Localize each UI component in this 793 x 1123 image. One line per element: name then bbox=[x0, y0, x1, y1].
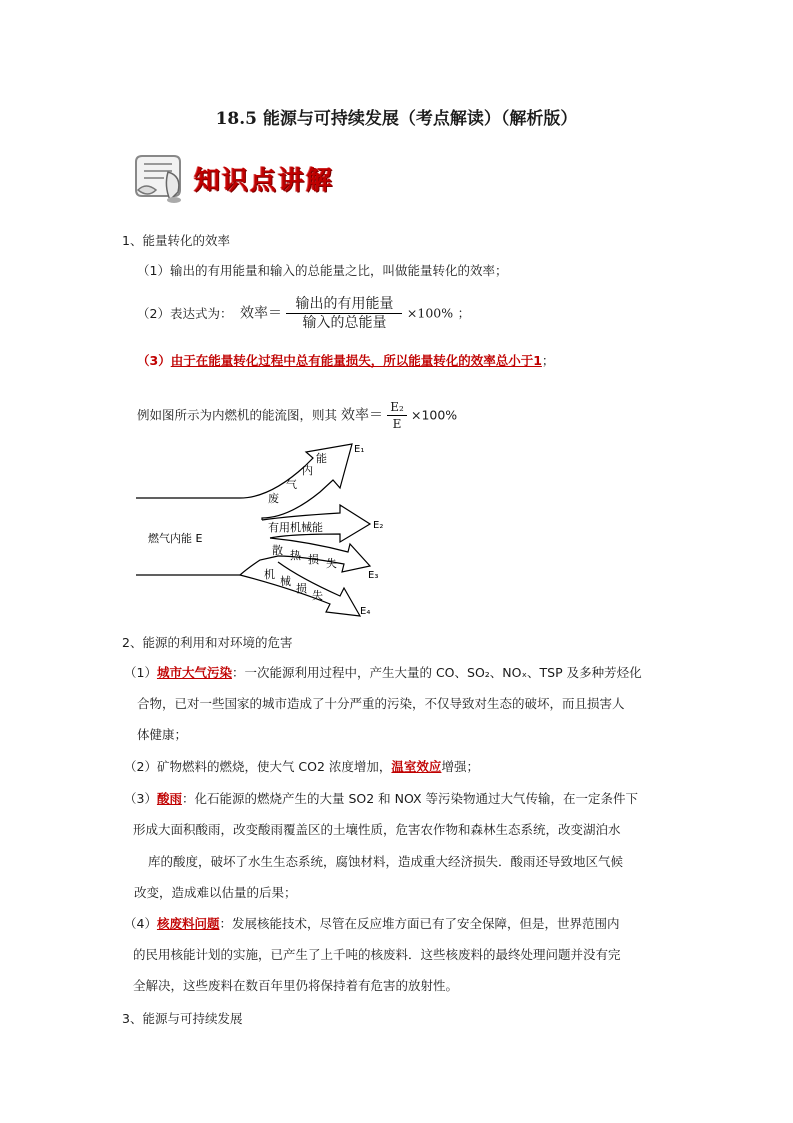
exhaust-char-4: 能 bbox=[316, 452, 327, 465]
formula-denominator: 输入的总能量 bbox=[302, 315, 387, 331]
example-numerator: E₂ bbox=[387, 399, 407, 416]
formula-numerator: 输出的有用能量 bbox=[286, 295, 402, 314]
e1-label: E₁ bbox=[354, 444, 365, 455]
urban-air-pollution-key: 城市大气污染 bbox=[156, 665, 232, 680]
example-denominator: E bbox=[392, 417, 402, 431]
efficiency-formula bbox=[240, 295, 470, 332]
item-3-end: ； bbox=[541, 353, 555, 368]
energy-flow-diagram bbox=[130, 438, 390, 620]
greenhouse-effect-key: 温室效应 bbox=[391, 759, 442, 774]
s1-item-3 bbox=[137, 352, 554, 370]
s2-item-3-number: （3） bbox=[124, 791, 157, 806]
s2-item-4-text: ：发展核能技术，尽管在反应堆方面已有了安全保障，但是，世界范围内 bbox=[219, 916, 620, 931]
mech-char-4: 失 bbox=[312, 589, 323, 602]
s2-item-3-text: ：化石能源的燃烧产生的大量 SO2 和 NOX 等污染物通过大气传输，在一定条件下 bbox=[181, 791, 639, 806]
item-3-number: （3） bbox=[137, 353, 171, 368]
input-energy-label: 燃气内能 E bbox=[148, 532, 203, 545]
nuclear-waste-key: 核废料问题 bbox=[156, 916, 220, 931]
s2-item-3-line-2: 形成大面积酸雨，改变酸雨覆盖区的土壤性质，危害农作物和森林生态系统，改变湖泊水 bbox=[133, 822, 621, 837]
formula-end: ； bbox=[457, 305, 471, 321]
page-title: 18.5 能源与可持续发展（考点解读）（解析版） bbox=[215, 109, 578, 129]
s2-item-4-number: （4） bbox=[124, 916, 157, 931]
s2-item-4-line-3: 全解决，这些废料在数百年里仍将保持着有危害的放射性。 bbox=[133, 978, 459, 993]
section-3-heading: 3、能源与可持续发展 bbox=[122, 1011, 243, 1026]
s2-item-3-line-4: 改变，造成难以估量的后果； bbox=[134, 885, 297, 900]
s2-item-2-post: 增强； bbox=[441, 759, 479, 774]
e4-label: E₄ bbox=[360, 606, 371, 617]
s2-item-1-line-2: 合物，已对一些国家的城市造成了十分严重的污染，不仅导致对生态的破坏，而且损害人 bbox=[137, 696, 625, 711]
heat-char-3: 损 bbox=[308, 553, 319, 566]
section-banner-text: 知识点讲解 bbox=[194, 166, 335, 196]
s2-item-1-line-1 bbox=[124, 664, 642, 682]
s2-item-4-line-1 bbox=[124, 915, 619, 933]
example-tail: ×100% bbox=[410, 407, 458, 423]
s1-item-2-prefix: （2）表达式为： bbox=[137, 306, 233, 321]
exhaust-char-1: 废 bbox=[268, 492, 279, 505]
s2-item-2-pre: （2）矿物燃料的燃烧，使大气 CO2 浓度增加， bbox=[124, 759, 392, 774]
e3-label: E₃ bbox=[368, 570, 379, 581]
heat-char-4: 失 bbox=[326, 557, 337, 570]
mech-char-3: 损 bbox=[296, 582, 307, 595]
example-line bbox=[137, 399, 457, 432]
formula-fraction bbox=[286, 295, 402, 332]
useful-energy-label: 有用机械能 bbox=[268, 521, 323, 534]
mech-char-2: 械 bbox=[280, 575, 291, 588]
s1-item-1: （1）输出的有用能量和输入的总能量之比，叫做能量转化的效率； bbox=[137, 263, 508, 278]
s2-item-3-line-1 bbox=[124, 790, 638, 808]
s2-item-1-line-3: 体健康； bbox=[137, 727, 188, 742]
s2-item-1-number: （1） bbox=[124, 665, 157, 680]
example-lhs: 效率＝ bbox=[341, 407, 383, 424]
scroll-quill-icon bbox=[128, 146, 188, 206]
exhaust-char-2: 气 bbox=[286, 478, 297, 491]
example-fraction bbox=[387, 399, 407, 432]
s2-item-2 bbox=[124, 758, 479, 776]
formula-lhs: 效率＝ bbox=[240, 305, 282, 322]
section-2-heading: 2、能源的利用和对环境的危害 bbox=[122, 635, 293, 650]
acid-rain-key: 酸雨 bbox=[156, 791, 182, 806]
formula-tail: ×100% bbox=[406, 305, 454, 321]
heat-char-1: 散 bbox=[272, 544, 283, 557]
mech-char-1: 机 bbox=[264, 568, 275, 581]
heat-char-2: 热 bbox=[290, 549, 301, 562]
exhaust-char-3: 内 bbox=[302, 464, 313, 477]
section-1-heading: 1、能量转化的效率 bbox=[122, 233, 230, 248]
efficiency-loss-statement: 由于在能量转化过程中总有能量损失，所以能量转化的效率总小于1 bbox=[170, 353, 542, 368]
e2-label: E₂ bbox=[373, 520, 384, 531]
example-prefix: 例如图所示为内燃机的能流图，则其 bbox=[137, 407, 338, 423]
s2-item-1-text: ：一次能源利用过程中，产生大量的 CO、SO₂、NOₓ、TSP 及多种芳烃化 bbox=[231, 665, 642, 680]
s2-item-4-line-2: 的民用核能计划的实施，已产生了上千吨的核废料．这些核废料的最终处理问题并没有完 bbox=[133, 947, 621, 962]
s2-item-3-line-3: 库的酸度，破坏了水生生态系统，腐蚀材料，造成重大经济损失．酸雨还导致地区气候 bbox=[148, 854, 624, 869]
